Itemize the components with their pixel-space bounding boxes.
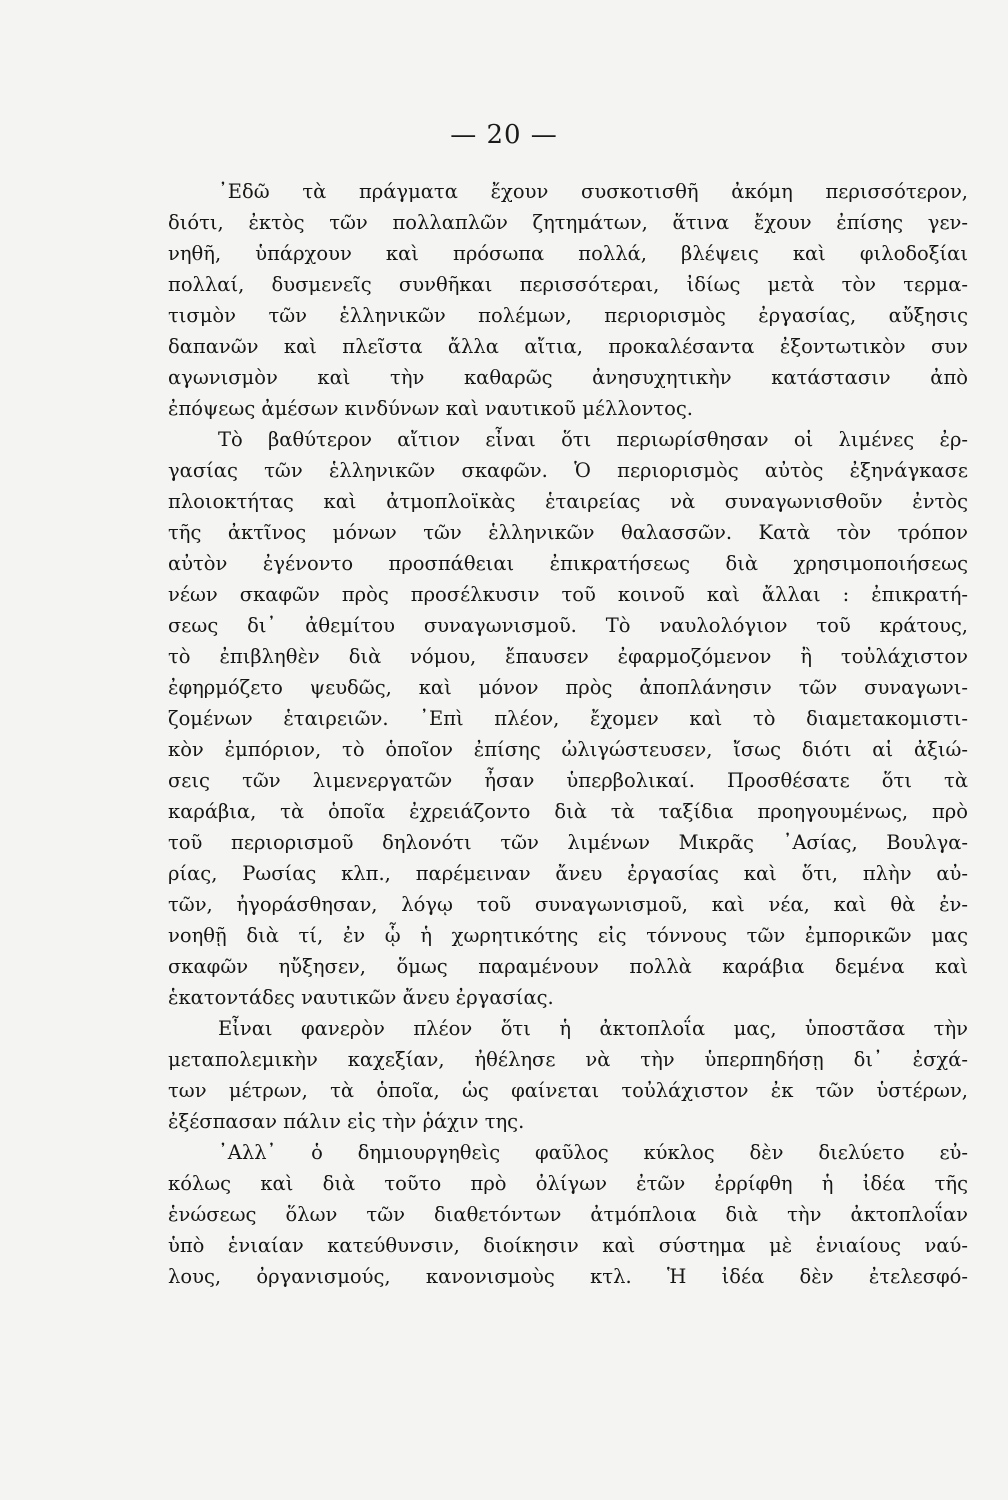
text-line: ρίας, Ρωσίας κλπ., παρέμειναν ἄνευ ἐργασίας καὶ ὅτι, πλὴν αὐ- (168, 862, 968, 885)
text-line: σεως δι᾽ ἀθεμίτου συναγωνισμοῦ. Τὸ ναυλολόγιον τοῦ κράτους, (168, 614, 968, 637)
text-line: μεταπολεμικὴν καχεξίαν, ἠθέλησε νὰ τὴν ὑπερπηδήσῃ δι᾽ ἐσχά- (168, 1048, 968, 1071)
text-line: Τὸ βαθύτερον αἴτιον εἶναι ὅτι περιωρίσθησαν οἱ λιμένες ἐρ- (218, 428, 968, 451)
text-line: νέων σκαφῶν πρὸς προσέλκυσιν τοῦ κοινοῦ καὶ ἄλλαι : ἐπικρατή- (168, 583, 968, 606)
text-line: γασίας τῶν ἑλληνικῶν σκαφῶν. Ὁ περιορισμὸς αὐτὸς ἐξηνάγκασε (168, 459, 968, 482)
text-line: ἐξέσπασαν πάλιν εἰς τὴν ῥάχιν της. (168, 1110, 525, 1133)
text-line: καράβια, τὰ ὁποῖα ἐχρειάζοντο διὰ τὰ ταξίδια προηγουμένως, πρὸ (168, 800, 968, 823)
text-line: κόλως καὶ διὰ τοῦτο πρὸ ὀλίγων ἐτῶν ἐρρίφθη ἡ ἰδέα τῆς (168, 1172, 968, 1195)
text-line: ἐπόψεως ἀμέσων κινδύνων καὶ ναυτικοῦ μέλλοντος. (168, 397, 693, 420)
text-line: νοηθῇ διὰ τί, ἐν ᾧ ἡ χωρητικότης εἰς τόννους τῶν ἐμπορικῶν μας (168, 924, 968, 947)
text-line: ἑκατοντάδες ναυτικῶν ἄνευ ἐργασίας. (168, 986, 554, 1009)
body-text (168, 176, 968, 1292)
text-line: τοῦ περιορισμοῦ δηλονότι τῶν λιμένων Μικρᾶς ᾽Ασίας, Βουλγα- (168, 831, 968, 854)
text-line: διότι, ἐκτὸς τῶν πολλαπλῶν ζητημάτων, ἅτινα ἔχουν ἐπίσης γεν- (168, 211, 968, 234)
text-line: ᾽Εδῶ τὰ πράγματα ἔχουν συσκοτισθῆ ἀκόμη περισσότερον, (218, 180, 968, 203)
text-line: τὸ ἐπιβληθὲν διὰ νόμου, ἔπαυσεν ἐφαρμοζόμενον ἢ τοὐλάχιστον (168, 645, 968, 668)
text-line: ὑπὸ ἑνιαίαν κατεύθυνσιν, διοίκησιν καὶ σύστημα μὲ ἑνιαίους ναύ- (168, 1234, 968, 1257)
text-line: πολλαί, δυσμενεῖς συνθῆκαι περισσότεραι, ἰδίως μετὰ τὸν τερμα- (168, 273, 968, 296)
text-line: λους, ὀργανισμούς, κανονισμοὺς κτλ. Ἡ ἰδέα δὲν ἐτελεσφό- (168, 1265, 968, 1288)
text-line: τῶν, ἠγοράσθησαν, λόγῳ τοῦ συναγωνισμοῦ, καὶ νέα, καὶ θὰ ἐν- (168, 893, 968, 916)
text-line: Εἶναι φανερὸν πλέον ὅτι ἡ ἀκτοπλοΐα μας, ὑποστᾶσα τὴν (218, 1017, 968, 1040)
text-line: των μέτρων, τὰ ὁποῖα, ὡς φαίνεται τοὐλάχιστον ἐκ τῶν ὑστέρων, (168, 1079, 968, 1102)
text-line: τισμὸν τῶν ἑλληνικῶν πολέμων, περιορισμὸς ἐργασίας, αὔξησις (168, 304, 968, 327)
text-line: σκαφῶν ηὔξησεν, ὅμως παραμένουν πολλὰ καράβια δεμένα καὶ (168, 955, 968, 978)
text-line: ζομένων ἑταιρειῶν. ᾽Επὶ πλέον, ἔχομεν καὶ τὸ διαμετακομιστι- (168, 707, 968, 730)
page-number: — 20 — (450, 120, 558, 150)
text-line: ἐφηρμόζετο ψευδῶς, καὶ μόνον πρὸς ἀποπλάνησιν τῶν συναγωνι- (168, 676, 968, 699)
text-line: ἑνώσεως ὅλων τῶν διαθετόντων ἀτμόπλοια διὰ τὴν ἀκτοπλοΐαν (168, 1203, 968, 1226)
text-line: νηθῆ, ὑπάρχουν καὶ πρόσωπα πολλά, βλέψεις καὶ φιλοδοξίαι (168, 242, 968, 265)
text-line: αὐτὸν ἐγένοντο προσπάθειαι ἐπικρατήσεως διὰ χρησιμοποιήσεως (168, 552, 968, 575)
text-line: αγωνισμὸν καὶ τὴν καθαρῶς ἀνησυχητικὴν κατάστασιν ἀπὸ (168, 366, 968, 389)
text-line: ᾽Αλλ᾽ ὁ δημιουργηθεὶς φαῦλος κύκλος δὲν διελύετο εὐ- (218, 1141, 968, 1164)
text-line: κὸν ἐμπόριον, τὸ ὁποῖον ἐπίσης ὠλιγώστευσεν, ἴσως διότι αἱ ἀξιώ- (168, 738, 968, 761)
text-line: τῆς ἀκτῖνος μόνων τῶν ἑλληνικῶν θαλασσῶν. Κατὰ τὸν τρόπον (168, 521, 968, 544)
text-line: σεις τῶν λιμενεργατῶν ἦσαν ὑπερβολικαί. Προσθέσατε ὅτι τὰ (168, 769, 968, 792)
text-line: πλοιοκτήτας καὶ ἀτμοπλοϊκὰς ἑταιρείας νὰ συναγωνισθοῦν ἐντὸς (168, 490, 968, 513)
text-line: δαπανῶν καὶ πλεῖστα ἄλλα αἴτια, προκαλέσαντα ἐξοντωτικὸν συν (168, 335, 968, 358)
